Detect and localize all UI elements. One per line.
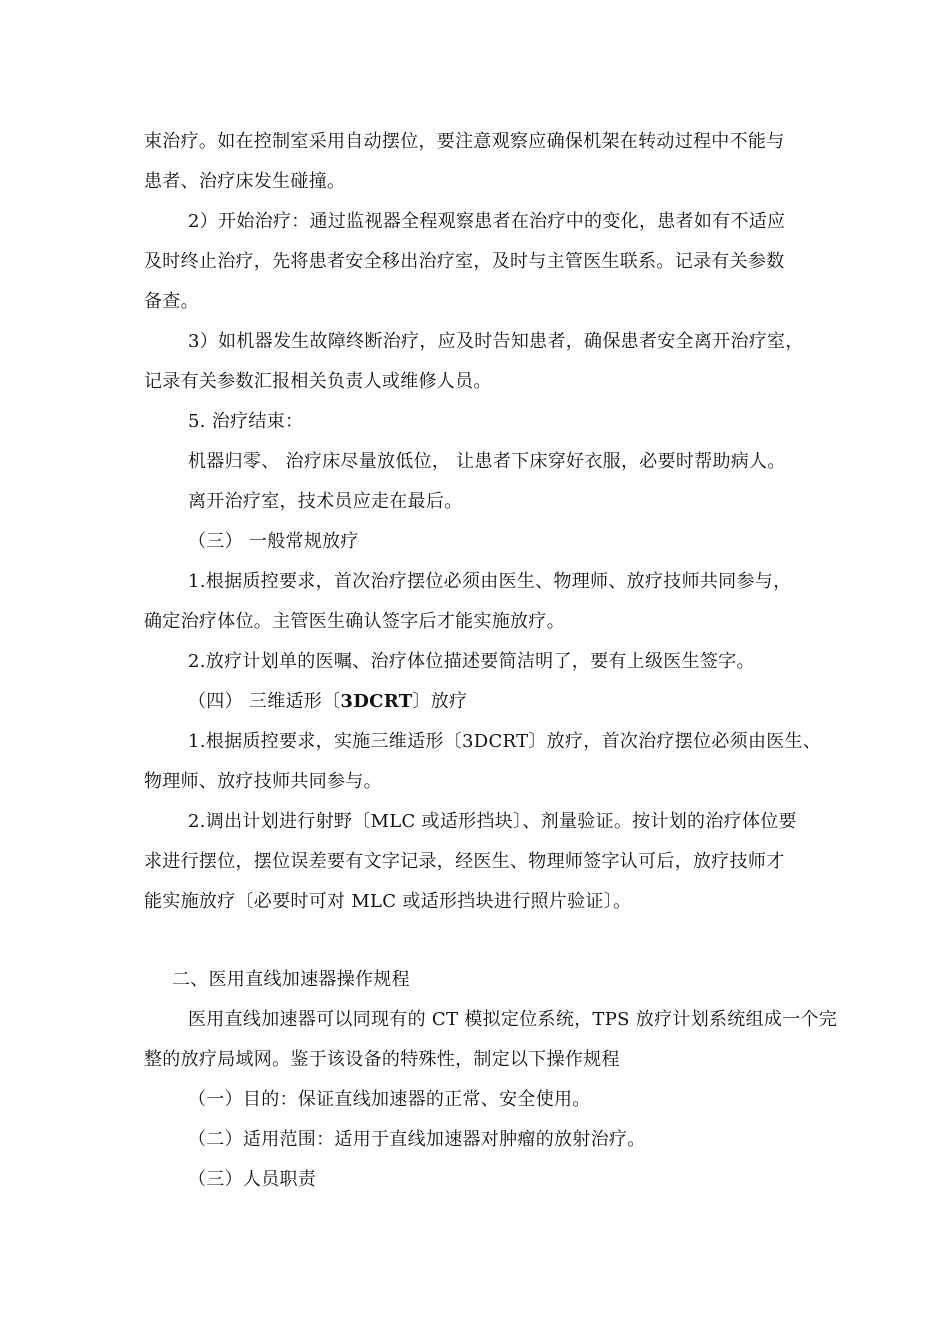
paragraph-line: 求进行摆位，摆位误差要有文字记录，经医生、物理师签字认可后，放疗技师才 bbox=[144, 851, 785, 872]
paragraph-line: 物理师、放疗技师共同参与。 bbox=[144, 771, 382, 792]
subsection-heading: （三）人员职责 bbox=[188, 1169, 317, 1190]
paragraph-line: 离开治疗室，技术员应走在最后。 bbox=[188, 491, 463, 512]
subsection-line: （二）适用范围：适用于直线加速器对肿瘤的放射治疗。 bbox=[188, 1129, 646, 1150]
paragraph-line: 记录有关参数汇报相关负责人或维修人员。 bbox=[144, 371, 492, 392]
paragraph-line: 整的放疗局域网。鉴于该设备的特殊性，制定以下操作规程 bbox=[144, 1049, 620, 1070]
paragraph-line: 确定治疗体位。主管医生确认签字后才能实施放疗。 bbox=[144, 611, 565, 632]
step-heading: 5. 治疗结束： bbox=[188, 411, 304, 432]
section-heading bbox=[188, 690, 467, 714]
paragraph-line: 2.放疗计划单的医嘱、治疗体位描述要简洁明了，要有上级医生签字。 bbox=[188, 651, 755, 672]
paragraph-line: 2.调出计划进行射野〔MLC 或适形挡块〕、剂量验证。按计划的治疗体位要 bbox=[188, 811, 797, 832]
paragraph-line: 及时终止治疗，先将患者安全移出治疗室，及时与主管医生联系。记录有关参数 bbox=[144, 251, 785, 272]
paragraph-line: 能实施放疗〔必要时可对 MLC 或适形挡块进行照片验证〕。 bbox=[144, 891, 632, 912]
section-heading-bold-part: 3DCRT bbox=[340, 691, 413, 712]
paragraph-line: 患者、治疗床发生碰撞。 bbox=[144, 171, 346, 192]
paragraph-line: 1.根据质控要求，首次治疗摆位必须由医生、物理师、放疗技师共同参与， bbox=[188, 571, 792, 592]
paragraph-line: 2）开始治疗：通过监视器全程观察患者在治疗中的变化，患者如有不适应 bbox=[188, 211, 786, 232]
paragraph-line: 医用直线加速器可以同现有的 CT 模拟定位系统，TPS 放疗计划系统组成一个完 bbox=[188, 1009, 838, 1030]
subsection-line: （一）目的：保证直线加速器的正常、安全使用。 bbox=[188, 1089, 591, 1110]
paragraph-line: 3）如机器发生故障终断治疗，应及时告知患者，确保患者安全离开治疗室， bbox=[188, 331, 804, 352]
paragraph-line: 束治疗。如在控制室采用自动摆位，要注意观察应确保机架在转动过程中不能与 bbox=[144, 131, 785, 152]
paragraph-line: 备查。 bbox=[144, 291, 199, 312]
section-heading: （三） 一般常规放疗 bbox=[188, 531, 359, 552]
paragraph-line: 1.根据质控要求，实施三维适形〔3DCRT〕放疗，首次治疗摆位必须由医生、 bbox=[188, 731, 822, 752]
paragraph-line: 机器归零、 治疗床尽量放低位， 让患者下床穿好衣服，必要时帮助病人。 bbox=[188, 451, 786, 472]
part-heading: 二、医用直线加速器操作规程 bbox=[172, 969, 410, 990]
section-heading-part: （四） 三维适形〔 bbox=[188, 691, 341, 712]
section-heading-part: 〕放疗 bbox=[412, 691, 468, 712]
